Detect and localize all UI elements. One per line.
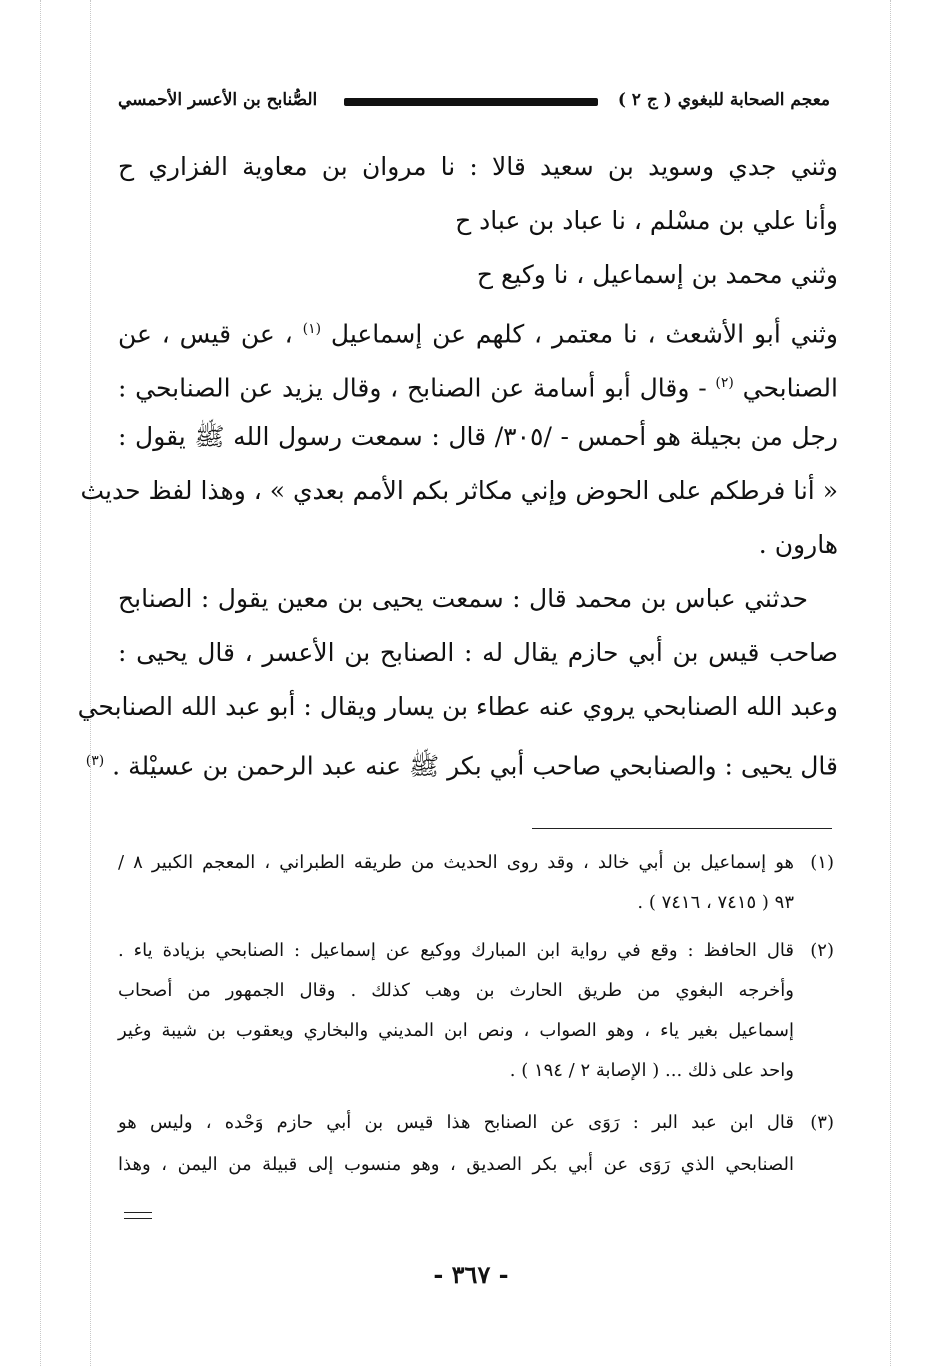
body-line-5-tail: - وقال أبو أسامة عن الصنابح ، وقال يزيد عن الصنابحي : [118, 373, 707, 403]
body-line-6: رجل من بجيلة هو أحمس - /٣٠٥/ قال : سمعت رسول الله ﷺ يقول : [118, 422, 839, 451]
footnote-2-line-4: واحد على ذلك ... ( الإصابة ٢ / ١٩٤ ) . [509, 1060, 794, 1081]
footnote-1-number: (١) [810, 852, 834, 873]
footnote-3-line-2: الصنابحي الذي رَوَى عن أبي بكر الصديق ، وهو منسوب إلى قبيلة من اليمن ، وهذا [118, 1154, 794, 1175]
footnote-3-number: (٣) [810, 1112, 834, 1133]
footnote-separator [532, 828, 832, 829]
body-line-4-head: وثني أبو الأشعث ، نا معتمر ، كلهم عن إسماعيل [330, 319, 839, 349]
footnote-ref-2: (٢) [715, 375, 734, 391]
footnote-1-line-1: هو إسماعيل بن أبي خالد ، وقد روى الحديث من طريقه الطبراني ، المعجم الكبير ٨ / [118, 852, 794, 873]
footnote-2-number: (٢) [810, 940, 834, 961]
footnote-1-line-2: ٩٣ ( ٧٤١٥ ، ٧٤١٦ ) . [637, 892, 794, 913]
footnote-2-line-1: قال الحافظ : وقع في رواية ابن المبارك ووكيع عن إسماعيل : الصنابحي بزيادة ياء . [118, 940, 794, 961]
footnote-2-line-2: وأخرجه البغوي من طريق الحارث بن وهب كذلك . وقال الجمهور من أصحاب [118, 980, 794, 1001]
footnote-3-line-1: قال ابن عبد البر : رَوَى عن الصنابح هذا قيس بن أبي حازم وَحْده ، وليس هو [118, 1112, 794, 1133]
header-rule [344, 98, 598, 106]
body-line-5 [118, 366, 838, 405]
body-line-9: حدثني عباس بن محمد قال : سمعت يحيى بن معين يقول : الصنابح [118, 584, 808, 613]
body-line-4 [118, 312, 838, 351]
body-line-11: وعبد الله الصنابحي يروي عنه عطاء بن يسار ويقال : أبو عبد الله الصنابحي [77, 692, 838, 721]
footnote-ref-3: (٣) [85, 753, 105, 769]
body-line-5-head: الصنابحي [742, 373, 838, 403]
scan-dots-left-outer [40, 0, 41, 1366]
header-book-title: معجم الصحابة للبغوي ( ج ٢ ) [617, 90, 830, 110]
body-line-8: هارون . [758, 530, 838, 559]
page-number: - ٣٦٧ - [433, 1260, 509, 1289]
body-line-3: وثني محمد بن إسماعيل ، نا وكيع ح [476, 260, 838, 289]
body-line-12-text: قال يحيى : والصنابحي صاحب أبي بكر ﷺ عنه عبد الرحمن بن عسيْلة . [112, 751, 838, 781]
body-line-12 [85, 744, 838, 783]
footnote-ref-1: (١) [302, 321, 322, 337]
body-line-4-tail: ، عن قيس ، عن [118, 319, 293, 349]
scan-dots-right [890, 0, 891, 1366]
footnote-2-line-3: إسماعيل بغير ياء ، وهو الصواب ، ونص ابن المديني والبخاري ويعقوب بن شيبة وغير [118, 1020, 794, 1041]
body-line-10: صاحب قيس بن أبي حازم يقال له : الصنابح بن الأعسر ، قال يحيى : [118, 638, 838, 667]
scan-dots-left-inner [90, 0, 91, 1366]
body-line-1: وثني جدي وسويد بن سعيد قالا : نا مروان بن معاوية الفزاري ح [118, 152, 838, 181]
header-entry-title: الصُّنابح بن الأعسر الأحمسي [118, 90, 318, 110]
continuation-mark [124, 1212, 152, 1219]
body-line-2: وأنا علي بن مسْلم ، نا عباد بن عباد ح [455, 206, 838, 235]
running-header [118, 86, 830, 120]
body-line-7: « أنا فرطكم على الحوض وإني مكاثر بكم الأمم بعدي » ، وهذا لفظ حديث [80, 476, 838, 505]
